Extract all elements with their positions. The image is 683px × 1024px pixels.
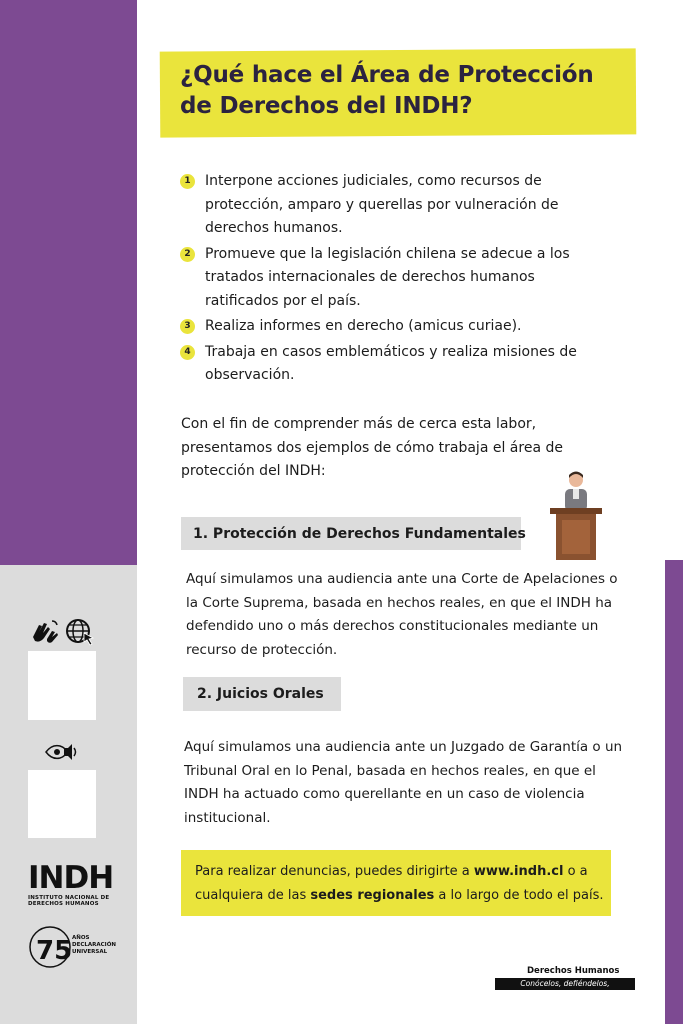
section1-title: 1. Protección de Derechos Fundamentales <box>193 526 526 542</box>
intro-paragraph: Con el fin de comprender más de cerca esta labor, presentamos dos ejemplos de cómo trabaja el área de protección del INDH: <box>181 416 563 479</box>
list-item <box>180 341 600 388</box>
list-item <box>180 243 600 314</box>
right-purple-strip <box>665 560 683 1024</box>
contact-text: Para realizar denuncias, puedes dirigirte a www.indh.cl o a cualquiera de las sedes regionales a lo largo de todo el país. <box>195 864 604 903</box>
list-number-badge: 2 <box>180 247 195 262</box>
list-number-badge: 4 <box>180 345 195 360</box>
logo-subtitle: DERECHOS HUMANOS <box>28 901 99 907</box>
qr-code-box[interactable] <box>28 651 96 720</box>
page-title: ¿Qué hace el Área de Protección de Derechos del INDH? <box>180 62 594 119</box>
audio-guide-icon <box>44 742 80 762</box>
list-item-text: Interpone acciones judiciales, como recursos de protección, amparo y querellas por vulneración de derechos humanos. <box>205 173 559 236</box>
list-number-badge: 3 <box>180 319 195 334</box>
indh-logo: INDH <box>28 860 114 896</box>
list-number-badge: 1 <box>180 174 195 189</box>
list-item-text: Realiza informes en derecho (amicus curiae). <box>205 318 522 334</box>
brand-tagline: Conócelos, defiéndelos, promuévelos. <box>495 978 635 990</box>
podium-speaker-icon <box>548 470 604 560</box>
logo-subtitle: INSTITUTO NACIONAL DE <box>28 895 110 901</box>
functions-list <box>180 170 600 390</box>
brand-title: Derechos Humanos <box>527 966 620 976</box>
regional-offices-text: sedes regionales <box>310 888 435 903</box>
list-item-text: Trabaja en casos emblemáticos y realiza misiones de observación. <box>205 343 577 383</box>
sign-language-icon <box>30 617 60 645</box>
list-item <box>180 315 600 339</box>
section2-title: 2. Juicios Orales <box>197 686 324 702</box>
left-purple-band <box>0 0 137 565</box>
section2-text: Aquí simulamos una audiencia ante un Juzgado de Garantía o un Tribunal Oral en lo Penal, basada en hechos reales, en que el INDH ha actuado como querellante en un caso de violencia institucional. <box>184 739 623 826</box>
list-item-text: Promueve que la legislación chilena se adecue a los tratados internacionales de derechos humanos ratificados por el país. <box>205 245 570 309</box>
accessibility-globe-icon <box>64 617 96 645</box>
list-item <box>180 170 600 241</box>
section1-text: Aquí simulamos una audiencia ante una Corte de Apelaciones o la Corte Suprema, basada en hechos reales, en que el INDH ha defendido uno o más derechos constitucionales mediante un recurso de protección. <box>186 571 618 658</box>
anniversary-line2: DECLARACIÓN <box>72 942 116 948</box>
anniversary-75-logo <box>28 925 116 970</box>
anniversary-line1: AÑOS <box>72 935 90 941</box>
website-link[interactable]: www.indh.cl <box>473 864 564 879</box>
qr-code-box[interactable] <box>28 770 96 838</box>
anniversary-line3: UNIVERSAL <box>72 949 108 955</box>
anniversary-number: 75 <box>36 936 73 966</box>
